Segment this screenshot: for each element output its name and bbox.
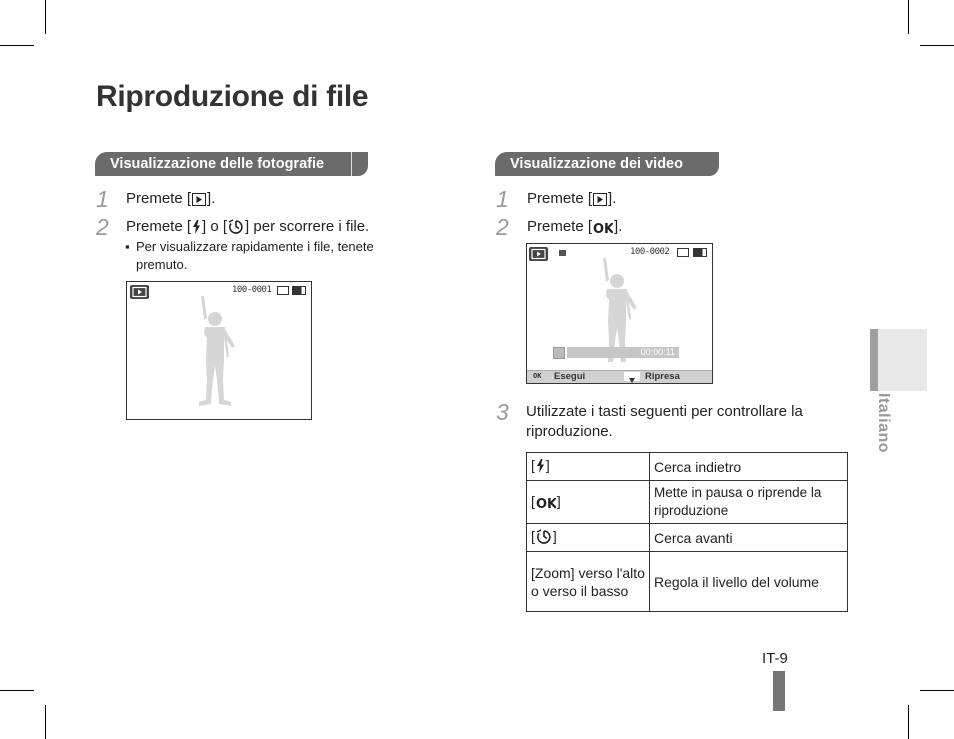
table-key bbox=[527, 524, 650, 552]
table-key: [Zoom] verso l'alto o verso il basso bbox=[527, 552, 650, 612]
bracket: [ bbox=[531, 528, 535, 544]
step-suffix: ]. bbox=[614, 218, 623, 235]
step-text bbox=[527, 189, 616, 212]
play-icon bbox=[593, 192, 607, 212]
step-suffix: ]. bbox=[207, 190, 216, 207]
flash-icon bbox=[192, 220, 201, 240]
crop-mark bbox=[45, 0, 46, 34]
step-prefix: Premete [ bbox=[126, 218, 192, 235]
crop-mark bbox=[908, 0, 909, 34]
step-suffix: ] per scorrere i file. bbox=[245, 218, 370, 235]
battery-icon bbox=[292, 286, 306, 295]
crop-mark bbox=[45, 705, 46, 739]
bracket: ] bbox=[556, 492, 561, 509]
step-number: 2 bbox=[96, 214, 109, 240]
timer-icon bbox=[536, 529, 552, 548]
play-mode-icon bbox=[130, 285, 149, 299]
bracket: ] bbox=[545, 457, 550, 473]
language-tab-bar bbox=[870, 329, 878, 391]
play-label: Esegui bbox=[554, 371, 586, 382]
play-icon bbox=[192, 192, 206, 212]
step-suffix: ]. bbox=[608, 190, 617, 207]
page-number: IT-9 bbox=[762, 650, 788, 667]
step-middle: ] o [ bbox=[202, 218, 228, 235]
step-text bbox=[126, 189, 215, 212]
step-number: 2 bbox=[496, 214, 509, 240]
bullet-text: Per visualizzare rapidamente i file, tenete premuto. bbox=[136, 239, 374, 272]
table-row bbox=[527, 524, 848, 552]
file-number: 100-0001 bbox=[232, 285, 272, 295]
table-row bbox=[527, 481, 848, 524]
play-mode-icon bbox=[529, 247, 548, 261]
timer-icon bbox=[228, 219, 244, 240]
language-label: Italiano bbox=[875, 393, 892, 454]
memory-icon bbox=[277, 286, 289, 295]
step-text: Utilizzate i tasti seguenti per controllare la riproduzione. bbox=[526, 403, 803, 440]
section-tab-label: Visualizzazione delle fotografie bbox=[110, 156, 325, 172]
table-key bbox=[527, 481, 650, 524]
crop-mark bbox=[920, 45, 954, 46]
memory-icon bbox=[677, 248, 689, 257]
camera-screen-video bbox=[526, 243, 713, 384]
svg-text:OK: OK bbox=[535, 496, 556, 509]
table-value: Regola il livello del volume bbox=[650, 552, 848, 612]
bullet-note bbox=[125, 238, 416, 274]
step-text bbox=[126, 217, 369, 240]
bracket: ] bbox=[552, 528, 557, 544]
ok-icon bbox=[536, 495, 556, 513]
battery-icon bbox=[693, 248, 707, 257]
page-marker-bar bbox=[773, 671, 785, 711]
table-value: Cerca indietro bbox=[650, 453, 848, 481]
resume-label: Ripresa bbox=[645, 371, 680, 382]
step-number: 1 bbox=[496, 186, 509, 212]
section-tab-label: Visualizzazione dei video bbox=[510, 156, 683, 172]
table-key bbox=[527, 453, 650, 481]
crop-mark bbox=[908, 705, 909, 739]
video-icon bbox=[559, 250, 566, 256]
controls-table bbox=[526, 452, 848, 612]
page-title: Riproduzione di file bbox=[96, 80, 369, 113]
ok-key-badge: OK bbox=[533, 372, 542, 380]
stop-icon[interactable] bbox=[553, 347, 565, 359]
svg-text:OK: OK bbox=[593, 222, 614, 234]
flash-icon bbox=[536, 459, 545, 477]
step-text bbox=[527, 217, 622, 240]
table-value: Mette in pausa o riprende la riproduzione bbox=[650, 481, 848, 524]
bracket: [ bbox=[531, 457, 535, 473]
step-prefix: Premete [ bbox=[527, 190, 593, 207]
table-value: Cerca avanti bbox=[650, 524, 848, 552]
step-prefix: Premete [ bbox=[126, 190, 192, 207]
person-silhouette bbox=[191, 294, 239, 410]
crop-mark bbox=[0, 45, 34, 46]
step-number: 1 bbox=[96, 186, 109, 212]
step-number: 3 bbox=[496, 399, 509, 425]
language-tab bbox=[870, 329, 927, 391]
crop-mark bbox=[0, 690, 34, 691]
video-controls-bar bbox=[527, 370, 712, 383]
tab-notch bbox=[351, 152, 352, 176]
crop-mark bbox=[920, 690, 954, 691]
camera-screen-photo bbox=[126, 281, 312, 420]
section-tab-photos bbox=[95, 152, 368, 176]
progress-bar[interactable] bbox=[567, 347, 679, 358]
table-row bbox=[527, 552, 848, 612]
video-time: 00:00:11 bbox=[640, 347, 675, 357]
table-row bbox=[527, 453, 848, 481]
step-prefix: Premete [ bbox=[527, 218, 593, 235]
bracket: [ bbox=[531, 492, 535, 509]
section-tab-videos bbox=[495, 152, 719, 176]
file-number: 100-0002 bbox=[630, 247, 670, 257]
ok-icon bbox=[593, 220, 613, 240]
bullet-mark: ▪ bbox=[125, 239, 130, 254]
down-arrow-icon bbox=[624, 372, 640, 381]
